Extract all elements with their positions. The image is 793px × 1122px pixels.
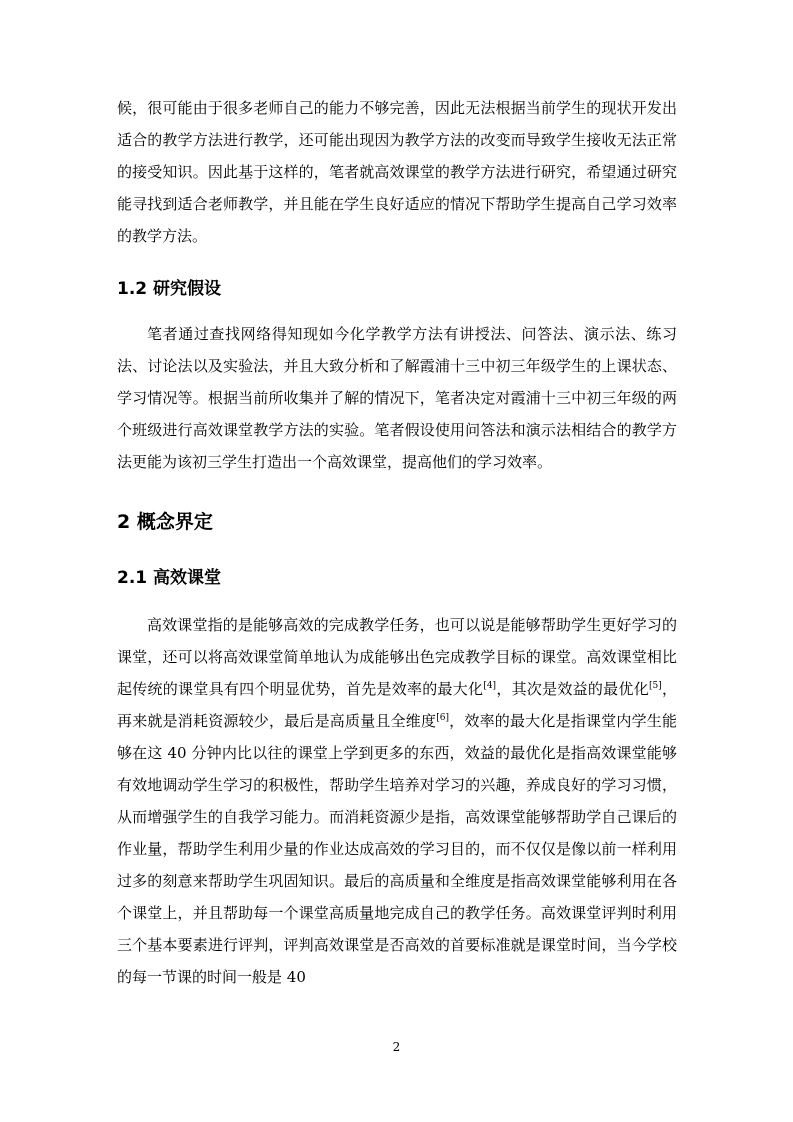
page-content (117, 92, 677, 993)
paragraph-text: ，再来就是消耗资源较少，最后是高质量且全维度 (117, 680, 677, 730)
page-number: 2 (392, 1040, 401, 1054)
section-2-heading: 2 概念界定 (117, 511, 213, 533)
citation-5: [5] (648, 681, 662, 691)
section-1-2-heading: 1.2 研究假设 (117, 279, 222, 299)
intro-paragraph: 候，很可能由于很多老师自己的能力不够完善，因此无法根据当前学生的现状开发出适合的教学方法进行教学，还可能出现因为教学方法的改变而导致学生接收无法正常的接受知识。因此基于这样的，笔者就高效课堂的教学方法进行研究，希望通过研究能寻找到适合老师教学，并且能在学生良好适应的情况下帮助学生提高自己学习效率的教学方法。 (117, 99, 677, 245)
section-1-2-paragraph: 笔者通过查找网络得知现如今化学教学方法有讲授法、问答法、演示法、练习法、讨论法以及实验法，并且大致分析和了解霞浦十三中初三年级学生的上课状态、学习情况等。根据当前所收集并了解的情况下，笔者决定对霞浦十三中初三年级的两个班级进行高效课堂教学方法的实验。笔者假设使用问答法和演示法相结合的教学方法更能为该初三学生打造出一个高效课堂，提高他们的学习效率。 (117, 325, 677, 471)
paragraph-text: 高效课堂指的是能够高效的完成教学任务，也可以说是能够帮助学生更好学习的课堂，还可以将高效课堂简单地认为成能够出色完成教学目标的课堂。高效课堂相比起传统的课堂具有四个明显优势，首先是效率的最大化 (117, 616, 677, 698)
citation-6: [6] (436, 713, 449, 723)
citation-4: [4] (483, 681, 497, 691)
paragraph-text: ，效率的最大化是指课堂内学生能够在这 40 分钟内比以往的课堂上学到更多的东西，效益的最优化是指高效课堂能够有效地调动学生学习的积极性，帮助学生培养对学习的兴趣，养成良好的学习习惯，从而增强学生的自我学习能力。而消耗资源少是指，高效课堂能够帮助学自己课后的作业量，帮助学生利用少量的作业达成高效的学习目的，而不仅仅是像以前一样利用过多的刻意来帮助学生巩固知识。最后的高质量和全维度是指高效课堂能够利用在各个课堂上，并且帮助每一个课堂高质量地完成自己的教学任务。高效课堂评判时利用三个基本要素进行评判，评判高效课堂是否高效的首要标准就是课堂时间，当今学校的每一节课的时间一般是 40 (117, 712, 677, 986)
paragraph-text: ，其次是效益的最优化 (496, 680, 649, 698)
section-2-1-paragraph (117, 609, 677, 993)
section-2-1-heading: 2.1 高效课堂 (117, 568, 222, 588)
